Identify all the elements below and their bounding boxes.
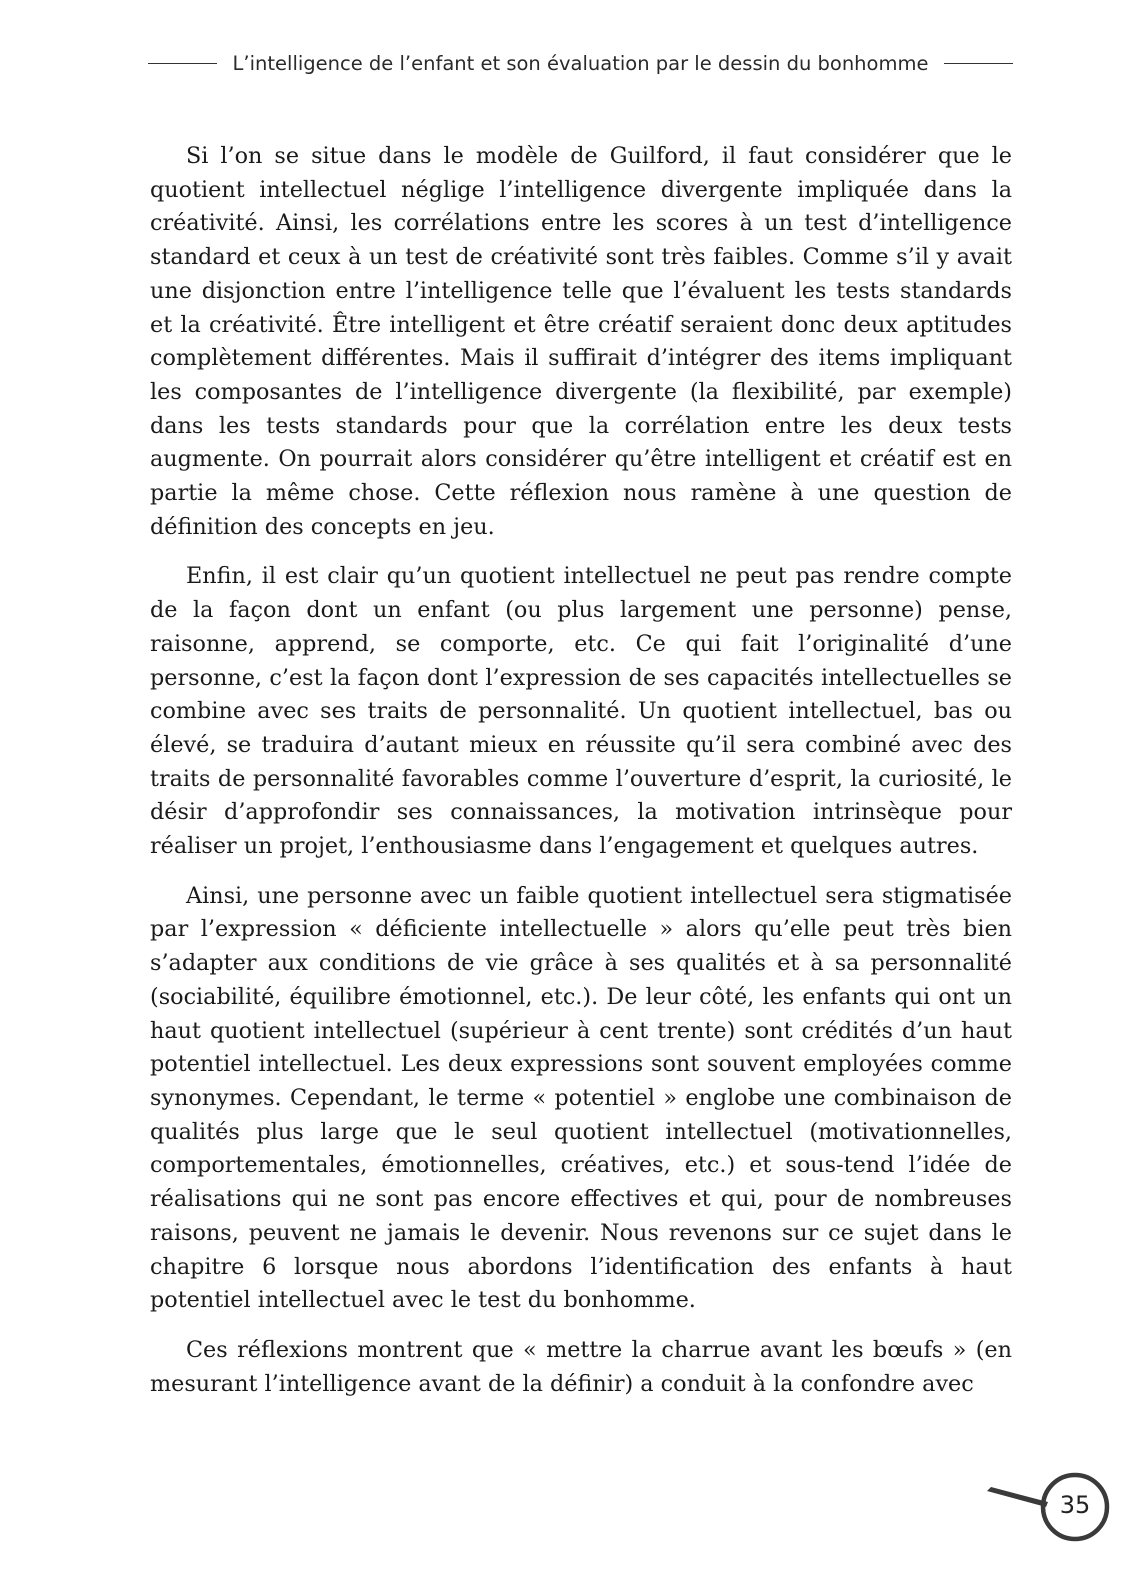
page-number-badge xyxy=(984,1460,1114,1560)
running-header-title: L’intelligence de l’enfant et son évaluation par le dessin du bonhomme xyxy=(232,51,929,75)
running-header xyxy=(148,48,1013,78)
header-rule-right xyxy=(944,63,1013,64)
page-body xyxy=(150,140,1012,1417)
header-rule-left xyxy=(148,63,217,64)
paragraph-2: Enfin, il est clair qu’un quotient intellectuel ne peut pas rendre compte de la façon dont un enfant (ou plus largement une personne) pense, raisonne, apprend, se comporte, etc. Ce qui fait l’originalité d’une personne, c’est la façon dont l’expression de ses capacités intellectuelles se combine avec ses traits de personnalité. Un quotient intellectuel, bas ou élevé, se traduira d’autant mieux en réussite qu’il sera combiné avec des traits de personnalité favorables comme l’ouverture d’esprit, la curiosité, le désir d’approfondir ses connaissances, la motivation intrinsèque pour réaliser un projet, l’enthousiasme dans l’engagement et quelques autres. xyxy=(150,563,1012,860)
paragraph-3: Ainsi, une personne avec un faible quotient intellectuel sera stigmatisée par l’expression « déficiente intellectuelle » alors qu’elle peut très bien s’adapter aux conditions de vie grâce à ses qualités et à sa personnalité (sociabilité, équilibre émotionnel, etc.). De leur côté, les enfants qui ont un haut quotient intellectuel (supérieur à cent trente) sont crédités d’un haut potentiel intellectuel. Les deux expressions sont souvent employées comme synonymes. Cependant, le terme « potentiel » englobe une combinaison de qualités plus large que le seul quotient intellectuel (motivationnelles, comportementales, émotionnelles, créatives, etc.) et sous-tend l’idée de réalisations qui ne sont pas encore effectives et qui, pour de nombreuses raisons, peuvent ne jamais le devenir. Nous revenons sur ce sujet dans le chapitre 6 lorsque nous abordons l’identification des enfants à haut potentiel intellectuel avec le test du bonhomme. xyxy=(150,882,1012,1314)
paragraph-4: Ces réflexions montrent que « mettre la charrue avant les bœufs » (en mesurant l’intelligence avant de la définir) a conduit à la confondre avec xyxy=(150,1336,1012,1397)
page-number: 35 xyxy=(1059,1491,1091,1519)
paragraph-1: Si l’on se situe dans le modèle de Guilford, il faut considérer que le quotient intellectuel néglige l’intelligence divergente impliquée dans la créativité. Ainsi, les corrélations entre les scores à un test d’intelligence standard et ceux à un test de créativité sont très faibles. Comme s’il y avait une disjonction entre l’intelligence telle que l’évaluent les tests standards et la créativité. Être intelligent et être créatif seraient donc deux aptitudes complètement différentes. Mais il suffirait d’intégrer des items impliquant les composantes de l’intelligence divergente (la flexibilité, par exemple) dans les tests standards pour que la corrélation entre les deux tests augmente. On pourrait alors considérer qu’être intelligent et créatif est en partie la même chose. Cette réflexion nous ramène à une question de définition des concepts en jeu. xyxy=(150,143,1012,540)
